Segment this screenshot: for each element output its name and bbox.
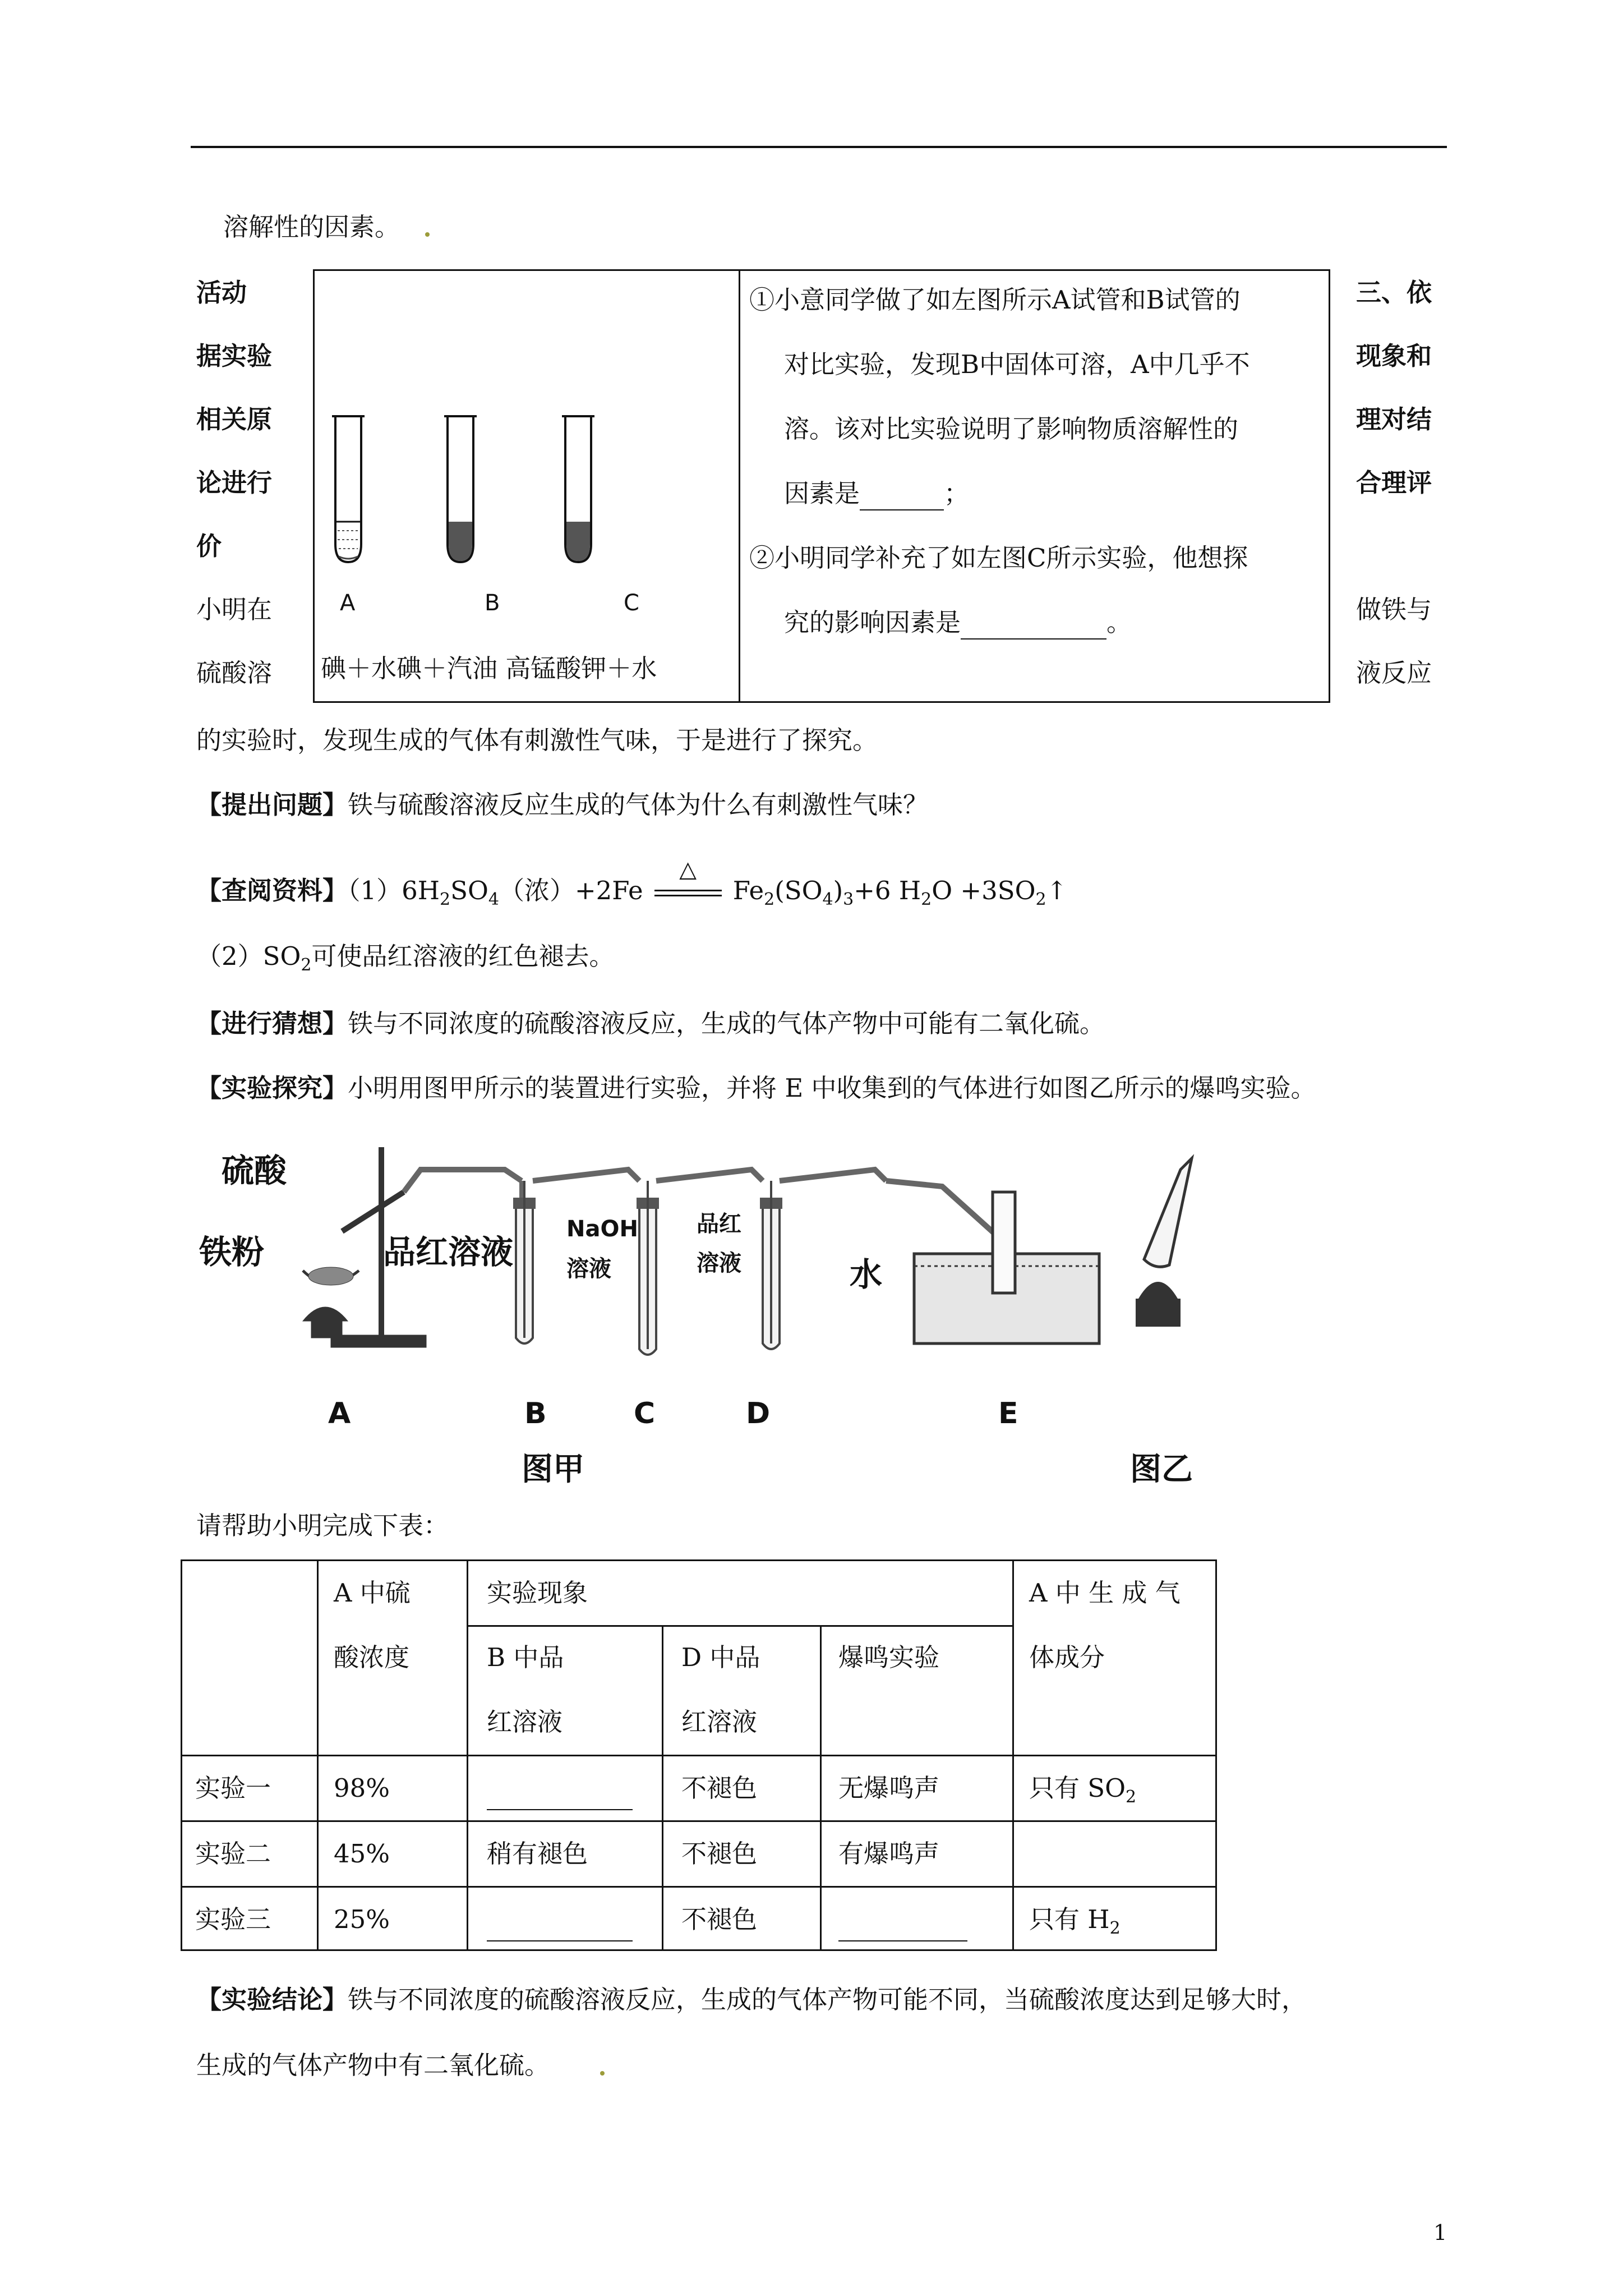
left-col-6: 小明在: [196, 595, 273, 624]
conclusion-line-2: 生成的气体产物中有二氧化硫。: [196, 2050, 550, 2080]
tube-letter-b: B: [485, 590, 500, 616]
th-boom: 爆鸣实验: [838, 1642, 940, 1672]
th-conc-2: 酸浓度: [334, 1642, 410, 1672]
label-pink-b: 品红溶液: [383, 1233, 514, 1271]
th-b-2: 红溶液: [487, 1707, 563, 1737]
row3-name: 实验三: [195, 1904, 271, 1934]
label-naoh-2: 溶液: [566, 1256, 611, 1282]
label-naoh: NaOH: [566, 1216, 638, 1242]
right-col-6: 做铁与: [1356, 595, 1432, 624]
row3-conc: 25%: [334, 1904, 390, 1934]
page-number: 1: [1433, 2220, 1447, 2245]
test-tube-c: [562, 416, 594, 562]
letter-a: A: [328, 1397, 351, 1430]
row1-name: 实验一: [195, 1773, 271, 1803]
bottle-d: [760, 1181, 782, 1349]
section-question: 【提出问题】铁与硫酸溶液反应生成的气体为什么有刺激性气味？: [196, 790, 929, 820]
q2-line-2: 究的影响因素是 。: [784, 606, 1132, 639]
row1-b-blank[interactable]: [487, 1809, 633, 1810]
right-col-3: 理对结: [1356, 404, 1432, 434]
right-col-7: 液反应: [1356, 658, 1432, 688]
row1-gas: 只有 $SO_2$: [1029, 1773, 1137, 1807]
right-col-2: 现象和: [1356, 341, 1432, 371]
row3-b-blank[interactable]: [487, 1940, 633, 1941]
q1-line-2: 对比实验，发现B中固体可溶，A中几乎不: [784, 349, 1250, 379]
heat-condition: △: [679, 857, 697, 882]
equals-sign: [654, 890, 722, 896]
table-intro: 请帮助小明完成下表：: [196, 1511, 449, 1540]
tube-letter-a: A: [340, 590, 356, 616]
test-tubes-figure: [314, 393, 707, 578]
left-col-1: 活动: [196, 278, 247, 307]
intro-tail: 溶解性的因素。: [223, 212, 400, 242]
row2-b: 稍有褪色: [487, 1839, 588, 1869]
fig2-caption: 图乙: [1130, 1451, 1193, 1488]
conclusion-line-1: 【实验结论】铁与不同浓度的硫酸溶液反应，生成的气体产物可能不同，当硫酸浓度达到足够大时，: [196, 1985, 1307, 2014]
section-hypothesis: 【进行猜想】铁与不同浓度的硫酸溶液反应，生成的气体产物中可能有二氧化硫。: [196, 1009, 1105, 1038]
th-gas-1: A 中 生 成 气: [1029, 1578, 1181, 1608]
reference-item-2: $(2)SO_2$可使品红溶液的红色褪去。: [196, 941, 615, 975]
trough-e: [914, 1192, 1099, 1343]
th-d-2: 红溶液: [681, 1707, 758, 1737]
q1-answer-blank[interactable]: [860, 485, 944, 510]
right-col-4: 合理评: [1356, 468, 1432, 498]
fig1-caption: 图甲: [522, 1451, 584, 1488]
test-tube-a: [332, 416, 365, 562]
letter-e: E: [998, 1397, 1018, 1430]
q1-line-1: ①小意同学做了如左图所示A试管和B试管的: [749, 285, 1241, 315]
tube-letter-c: C: [624, 590, 639, 616]
letter-c: C: [634, 1397, 656, 1430]
row3-d: 不褪色: [681, 1904, 758, 1934]
th-phenomenon: 实验现象: [487, 1578, 588, 1608]
header-rule: [191, 146, 1447, 148]
th-d-1: D 中品: [681, 1642, 760, 1672]
label-iron: 铁粉: [199, 1233, 265, 1271]
right-col-1: 三、依: [1356, 278, 1432, 307]
row2-d: 不褪色: [681, 1839, 758, 1869]
th-conc-1: A 中硫: [334, 1578, 411, 1608]
letter-b: B: [524, 1397, 547, 1430]
q2-answer-blank[interactable]: [961, 614, 1106, 639]
q1-line-4: 因素是 ；: [784, 477, 969, 510]
left-col-5: 价: [196, 531, 222, 561]
row1-d: 不褪色: [681, 1773, 758, 1803]
section-reference: 【查阅资料】$(1)6H_2SO_4$（浓）+2Fe △ $Fe_2(SO_4)_3+6$ $H_2O$ $+3SO_2↑$: [196, 874, 1067, 917]
left-col-7: 硫酸溶: [196, 658, 273, 688]
label-acid: 硫酸: [222, 1152, 287, 1190]
row1-conc: 98%: [334, 1773, 390, 1803]
row2-name: 实验二: [195, 1839, 271, 1869]
test-tube-b: [444, 416, 477, 562]
left-col-4: 论进行: [196, 468, 273, 498]
row1-boom: 无爆鸣声: [838, 1773, 940, 1803]
th-gas-2: 体成分: [1029, 1642, 1105, 1672]
row2-conc: 45%: [334, 1839, 390, 1869]
th-b-1: B 中品: [487, 1642, 564, 1672]
explosion-test: [1136, 1158, 1192, 1327]
label-water: 水: [850, 1255, 883, 1294]
letter-d: D: [746, 1397, 771, 1430]
q2-line-1: ②小明同学补充了如左图C所示实验，他想探: [749, 543, 1248, 573]
row2-boom: 有爆鸣声: [838, 1839, 940, 1869]
para-continue: 的实验时，发现生成的气体有刺激性气味，于是进行了探究。: [196, 725, 878, 755]
row3-gas: 只有 $H_2$: [1029, 1904, 1121, 1938]
bottle-c: [637, 1181, 659, 1355]
left-col-2: 据实验: [196, 341, 273, 371]
label-pink-d-1: 品红: [697, 1211, 741, 1237]
frame-divider: [739, 269, 740, 703]
left-col-3: 相关原: [196, 404, 273, 434]
row3-boom-blank[interactable]: [838, 1940, 967, 1941]
tube-caption: 碘＋水碘＋汽油 高锰酸钾＋水: [321, 654, 657, 683]
q1-line-3: 溶。该对比实验说明了影响物质溶解性的: [784, 414, 1239, 444]
section-experiment: 【实验探究】小明用图甲所示的装置进行实验，并将 E 中收集到的气体进行如图乙所示的爆鸣实验。: [196, 1073, 1316, 1103]
label-pink-d-2: 溶液: [697, 1250, 741, 1276]
bottle-b: [513, 1181, 536, 1343]
dot-mark: [425, 232, 430, 237]
dot-mark: [600, 2071, 605, 2076]
